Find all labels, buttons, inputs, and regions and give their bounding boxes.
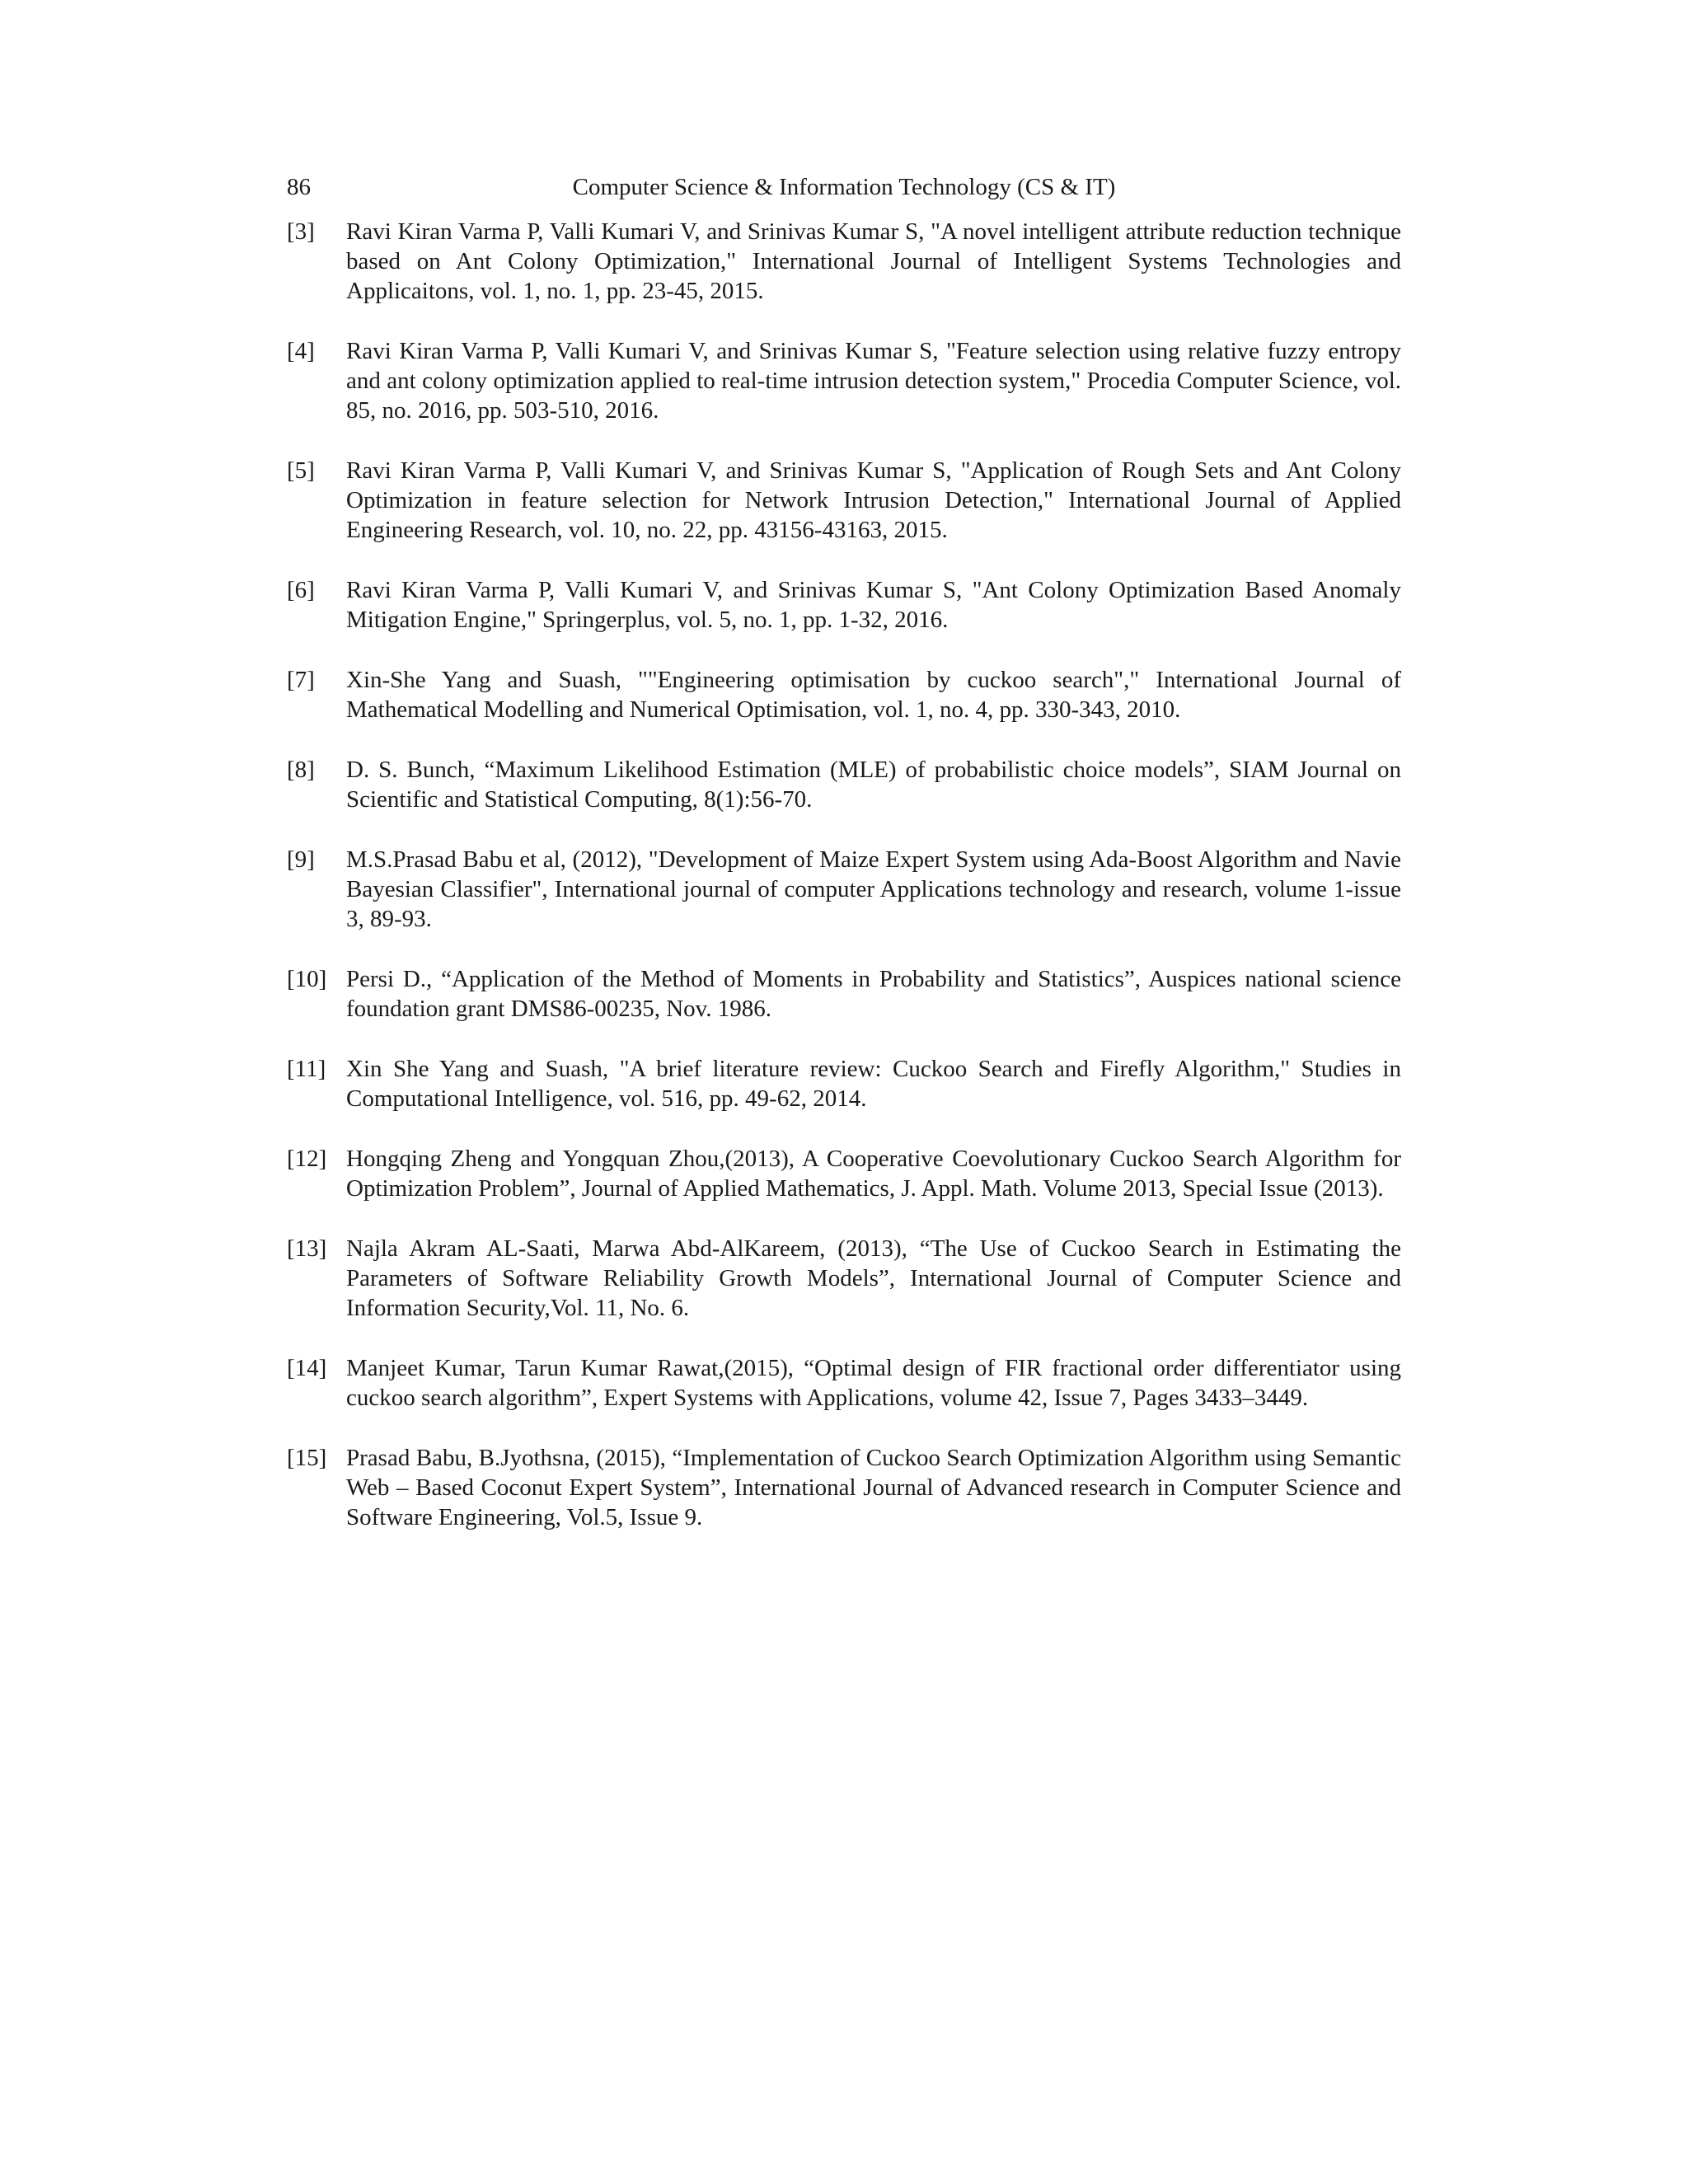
reference-text: Xin-She Yang and Suash, ""Engineering optimisation by cuckoo search"," International Journal of Mathematical Modelling and Numerical Optimisation, vol. 1, no. 4, pp. 330-343, 2010.: [346, 667, 1401, 723]
reference-list: [287, 217, 1401, 1563]
reference-item: [287, 456, 1401, 545]
reference-text: Ravi Kiran Varma P, Valli Kumari V, and Srinivas Kumar S, "A novel intelligent attribute reduction technique based on Ant Colony Optimization," International Journal of Intelligent Systems Technologies and Applicaitons, vol. 1, no. 1, pp. 23-45, 2015.: [346, 218, 1401, 304]
reference-number: [12]: [287, 1146, 327, 1172]
reference-item: [287, 217, 1401, 306]
reference-text: Ravi Kiran Varma P, Valli Kumari V, and Srinivas Kumar S, "Application of Rough Sets and Ant Colony Optimization in feature selection for Network Intrusion Detection," International Journal of Applied Engineering Research, vol. 10, no. 22, pp. 43156-43163, 2015.: [346, 457, 1401, 543]
reference-number: [9]: [287, 846, 315, 873]
reference-item: [287, 1353, 1401, 1413]
reference-text: Ravi Kiran Varma P, Valli Kumari V, and Srinivas Kumar S, "Feature selection using relative fuzzy entropy and ant colony optimization applied to real-time intrusion detection system," Procedia Computer Science, vol. 85, no. 2016, pp. 503-510, 2016.: [346, 338, 1401, 424]
reference-text: Persi D., “Application of the Method of Moments in Probability and Statistics”, Auspices national science foundation grant DMS86-00235, Nov. 1986.: [346, 966, 1401, 1022]
reference-item: [287, 755, 1401, 814]
reference-item: [287, 665, 1401, 724]
reference-number: [14]: [287, 1355, 327, 1381]
reference-number: [8]: [287, 757, 315, 783]
reference-item: [287, 1443, 1401, 1532]
reference-item: [287, 1234, 1401, 1323]
reference-text: Prasad Babu, B.Jyothsna, (2015), “Implementation of Cuckoo Search Optimization Algorithm using Semantic Web – Based Coconut Expert System”, International Journal of Advanced research in Computer Science and Software Engineering, Vol.5, Issue 9.: [346, 1445, 1401, 1530]
reference-text: Xin She Yang and Suash, "A brief literature review: Cuckoo Search and Firefly Algorithm," Studies in Computational Intelligence, vol. 516, pp. 49-62, 2014.: [346, 1056, 1401, 1112]
reference-number: [15]: [287, 1445, 327, 1471]
reference-item: [287, 575, 1401, 635]
reference-number: [5]: [287, 457, 315, 484]
reference-text: M.S.Prasad Babu et al, (2012), "Development of Maize Expert System using Ada-Boost Algorithm and Navie Bayesian Classifier", International journal of computer Applications technology and research, volume 1-issue 3, 89-93.: [346, 846, 1401, 932]
journal-title: Computer Science & Information Technology (CS & IT): [572, 174, 1116, 200]
running-header: [287, 171, 1401, 204]
reference-item: [287, 1144, 1401, 1203]
reference-number: [10]: [287, 966, 327, 992]
reference-number: [3]: [287, 218, 315, 245]
reference-text: D. S. Bunch, “Maximum Likelihood Estimation (MLE) of probabilistic choice models”, SIAM Journal on Scientific and Statistical Computing, 8(1):56-70.: [346, 757, 1401, 813]
reference-item: [287, 964, 1401, 1024]
reference-number: [13]: [287, 1235, 327, 1262]
reference-number: [4]: [287, 338, 315, 364]
reference-text: Najla Akram AL-Saati, Marwa Abd-AlKareem, (2013), “The Use of Cuckoo Search in Estimating the Parameters of Software Reliability Growth Models”, International Journal of Computer Science and Information Security,Vol. 11, No. 6.: [346, 1235, 1401, 1321]
reference-number: [11]: [287, 1056, 326, 1082]
reference-text: Hongqing Zheng and Yongquan Zhou,(2013), A Cooperative Coevolutionary Cuckoo Search Algorithm for Optimization Problem”, Journal of Applied Mathematics, J. Appl. Math. Volume 2013, Special Issue (2013).: [346, 1146, 1401, 1202]
reference-number: [6]: [287, 577, 315, 603]
reference-item: [287, 845, 1401, 934]
reference-item: [287, 1054, 1401, 1113]
reference-item: [287, 336, 1401, 425]
reference-text: Ravi Kiran Varma P, Valli Kumari V, and Srinivas Kumar S, "Ant Colony Optimization Based Anomaly Mitigation Engine," Springerplus, vol. 5, no. 1, pp. 1-32, 2016.: [346, 577, 1401, 633]
page-number: 86: [287, 174, 311, 200]
reference-text: Manjeet Kumar, Tarun Kumar Rawat,(2015), “Optimal design of FIR fractional order differentiator using cuckoo search algorithm”, Expert Systems with Applications, volume 42, Issue 7, Pages 3433–3449.: [346, 1355, 1401, 1411]
reference-number: [7]: [287, 667, 315, 693]
